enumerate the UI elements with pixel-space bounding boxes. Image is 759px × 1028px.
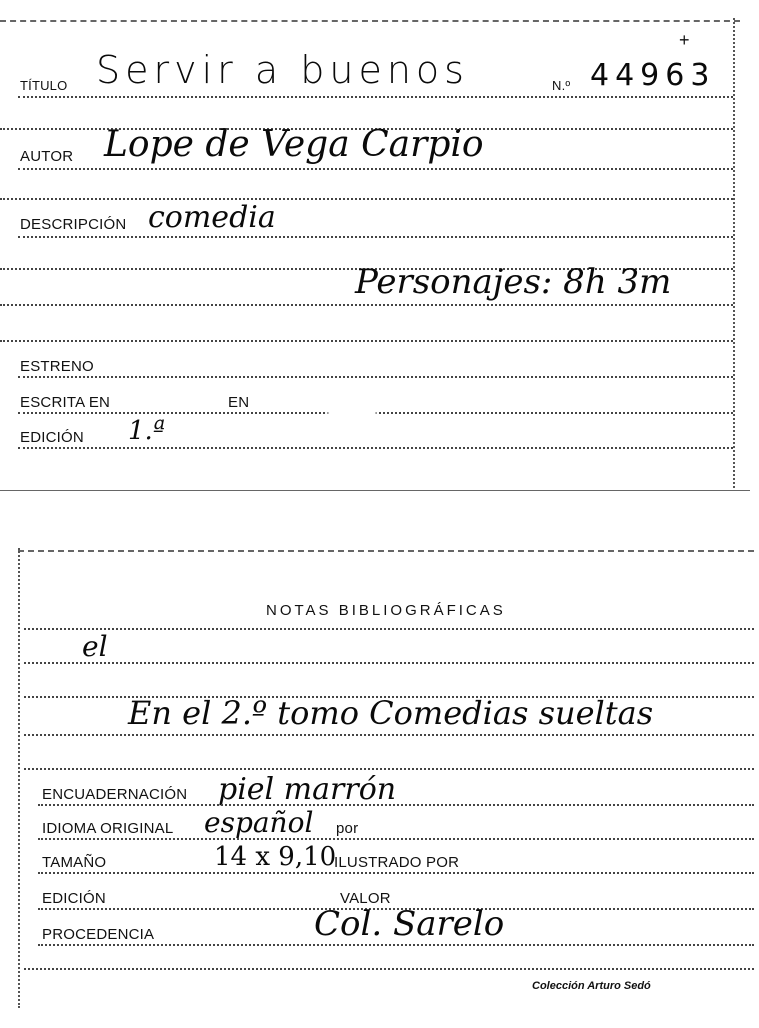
encuadernacion-label: ENCUADERNACIÓN — [42, 786, 188, 803]
collection-credit: Colección Arturo Sedó — [532, 980, 651, 992]
en-label: EN — [228, 394, 250, 411]
rule-titulo — [18, 96, 733, 98]
rule-edicion — [18, 447, 733, 449]
catalog-card-bottom — [18, 548, 754, 1018]
rule-procedencia — [38, 944, 754, 946]
rule-autor — [18, 168, 733, 170]
rule-descripcion — [18, 236, 733, 238]
por-label: por — [336, 820, 359, 837]
plus-mark: + — [679, 30, 690, 50]
ink-smudge — [322, 386, 382, 436]
idioma-label: IDIOMA ORIGINAL — [42, 820, 174, 837]
rule-idioma — [38, 838, 754, 840]
edicion-label: EDICIÓN — [20, 429, 84, 446]
numero-value: 44963 — [590, 58, 716, 93]
rule-note-4 — [24, 768, 754, 770]
card-top-edge — [18, 550, 754, 552]
rule-estreno — [18, 376, 733, 378]
card-right-edge — [733, 18, 735, 488]
ilustrado-label: ILUSTRADO POR — [334, 854, 460, 871]
note-line-2: En el 2.º tomo Comedias sueltas — [128, 694, 654, 732]
procedencia-label: PROCEDENCIA — [42, 926, 155, 943]
rule-note-1 — [24, 662, 754, 664]
note-line-1: el — [82, 630, 108, 663]
personajes-value: Personajes: 8h 3m — [355, 262, 672, 302]
tamano-value: 14 x 9,10 — [214, 842, 337, 872]
autor-label: AUTOR — [20, 148, 74, 165]
procedencia-value: Col. Sarelo — [314, 904, 505, 944]
edicion-value: 1.ª — [128, 416, 166, 446]
card-top-edge — [0, 20, 740, 22]
autor-value: Lope de Vega Carpio — [104, 124, 484, 165]
catalog-card-top — [0, 0, 740, 492]
idioma-value: español — [204, 806, 314, 839]
rule-heading — [24, 628, 754, 630]
descripcion-label: DESCRIPCIÓN — [20, 216, 127, 233]
valor-label: VALOR — [340, 890, 391, 907]
card-left-edge — [18, 548, 20, 1008]
descripcion-value: comedia — [148, 200, 276, 235]
tamano-label: TAMAÑO — [42, 854, 107, 871]
rule-tamano — [38, 872, 754, 874]
edicion-label-bottom: EDICIÓN — [42, 890, 106, 907]
card-bottom-edge — [0, 490, 750, 491]
rule-4 — [0, 304, 733, 306]
encuadernacion-value: piel marrón — [218, 772, 397, 807]
rule-2 — [0, 198, 733, 200]
titulo-label: TÍTULO — [20, 78, 68, 93]
rule-final — [24, 968, 754, 970]
escrita-en-label: ESCRITA EN — [20, 394, 111, 411]
rule-encuadernacion — [38, 804, 754, 806]
numero-label: N.º — [552, 78, 571, 93]
rule-note-3 — [24, 734, 754, 736]
titulo-value: Servir a buenos — [96, 48, 469, 92]
notas-heading: NOTAS BIBLIOGRÁFICAS — [266, 602, 506, 619]
estreno-label: ESTRENO — [20, 358, 94, 375]
rule-5 — [0, 340, 733, 342]
